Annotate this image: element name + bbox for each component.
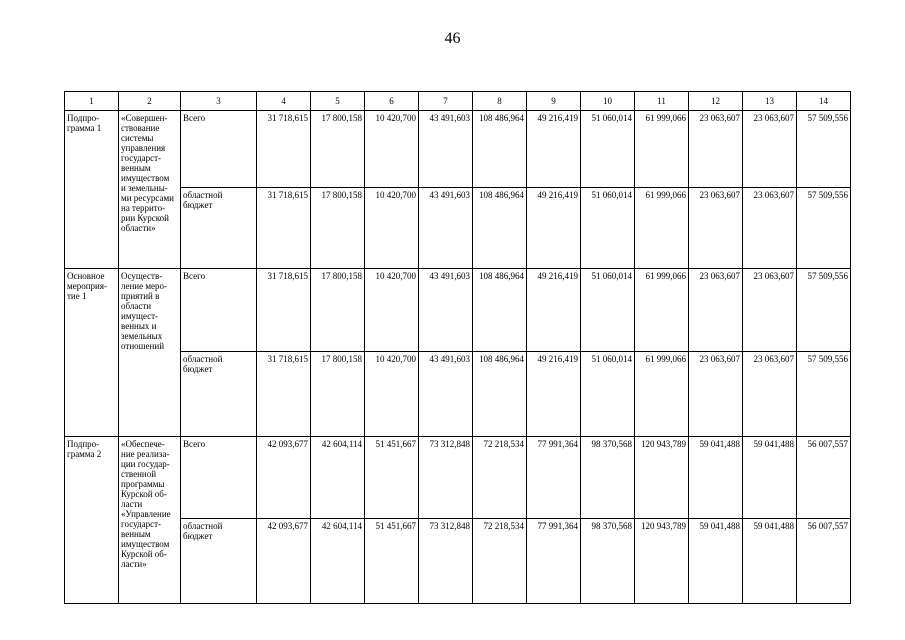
- amount-cell: 51 060,014: [581, 188, 635, 269]
- amount-cell: 31 718,615: [257, 111, 311, 188]
- funding-source: областной бюджет: [181, 352, 257, 437]
- amount-cell: 23 063,607: [743, 188, 797, 269]
- column-header: 5: [311, 92, 365, 111]
- amount-cell: 59 041,488: [743, 519, 797, 604]
- amount-cell: 57 509,556: [797, 111, 851, 188]
- program-name: Подпро- грамма 2: [65, 437, 119, 604]
- amount-cell: 57 509,556: [797, 188, 851, 269]
- table-row: [65, 352, 851, 437]
- column-header: 9: [527, 92, 581, 111]
- amount-cell: 98 370,568: [581, 437, 635, 519]
- amount-cell: 17 800,158: [311, 188, 365, 269]
- table-row: [65, 111, 851, 188]
- amount-cell: 61 999,066: [635, 269, 689, 352]
- amount-cell: 108 486,964: [473, 269, 527, 352]
- funding-source: Всего: [181, 269, 257, 352]
- column-header: 10: [581, 92, 635, 111]
- column-header: 7: [419, 92, 473, 111]
- column-header: 12: [689, 92, 743, 111]
- amount-cell: 42 093,677: [257, 519, 311, 604]
- column-header: 1: [65, 92, 119, 111]
- table-body: [65, 92, 851, 604]
- amount-cell: 51 451,667: [365, 437, 419, 519]
- amount-cell: 49 216,419: [527, 188, 581, 269]
- amount-cell: 49 216,419: [527, 269, 581, 352]
- amount-cell: 120 943,789: [635, 437, 689, 519]
- page-number: 46: [444, 30, 461, 47]
- amount-cell: 108 486,964: [473, 352, 527, 437]
- column-header: 4: [257, 92, 311, 111]
- amount-cell: 49 216,419: [527, 111, 581, 188]
- amount-cell: 23 063,607: [689, 111, 743, 188]
- amount-cell: 120 943,789: [635, 519, 689, 604]
- column-header: 11: [635, 92, 689, 111]
- amount-cell: 49 216,419: [527, 352, 581, 437]
- amount-cell: 61 999,066: [635, 352, 689, 437]
- amount-cell: 23 063,607: [743, 111, 797, 188]
- amount-cell: 57 509,556: [797, 352, 851, 437]
- amount-cell: 56 007,557: [797, 519, 851, 604]
- amount-cell: 10 420,700: [365, 188, 419, 269]
- program-description: «Совершен- ствование системы управления государст- венным имуществом и земельны- ми ресурсами на террито- рии Курской области»: [119, 111, 181, 269]
- budget-table: [64, 91, 851, 604]
- funding-source: Всего: [181, 111, 257, 188]
- amount-cell: 31 718,615: [257, 352, 311, 437]
- amount-cell: 108 486,964: [473, 111, 527, 188]
- amount-cell: 59 041,488: [689, 437, 743, 519]
- column-header: 2: [119, 92, 181, 111]
- amount-cell: 17 800,158: [311, 111, 365, 188]
- amount-cell: 72 218,534: [473, 437, 527, 519]
- amount-cell: 61 999,066: [635, 111, 689, 188]
- amount-cell: 51 451,667: [365, 519, 419, 604]
- amount-cell: 23 063,607: [743, 352, 797, 437]
- amount-cell: 61 999,066: [635, 188, 689, 269]
- amount-cell: 43 491,603: [419, 188, 473, 269]
- amount-cell: 77 991,364: [527, 519, 581, 604]
- amount-cell: 23 063,607: [689, 352, 743, 437]
- amount-cell: 31 718,615: [257, 269, 311, 352]
- funding-source: областной бюджет: [181, 519, 257, 604]
- amount-cell: 43 491,603: [419, 269, 473, 352]
- funding-source: Всего: [181, 437, 257, 519]
- amount-cell: 72 218,534: [473, 519, 527, 604]
- amount-cell: 59 041,488: [743, 437, 797, 519]
- table-row: [65, 437, 851, 519]
- amount-cell: 73 312,848: [419, 437, 473, 519]
- funding-source: областной бюджет: [181, 188, 257, 269]
- amount-cell: 43 491,603: [419, 111, 473, 188]
- amount-cell: 73 312,848: [419, 519, 473, 604]
- amount-cell: 57 509,556: [797, 269, 851, 352]
- amount-cell: 42 604,114: [311, 519, 365, 604]
- amount-cell: 42 093,677: [257, 437, 311, 519]
- amount-cell: 17 800,158: [311, 352, 365, 437]
- amount-cell: 23 063,607: [689, 188, 743, 269]
- amount-cell: 17 800,158: [311, 269, 365, 352]
- amount-cell: 42 604,114: [311, 437, 365, 519]
- amount-cell: 51 060,014: [581, 269, 635, 352]
- column-header: 6: [365, 92, 419, 111]
- table-row: [65, 519, 851, 604]
- amount-cell: 51 060,014: [581, 352, 635, 437]
- amount-cell: 56 007,557: [797, 437, 851, 519]
- amount-cell: 59 041,488: [689, 519, 743, 604]
- amount-cell: 77 991,364: [527, 437, 581, 519]
- amount-cell: 23 063,607: [689, 269, 743, 352]
- column-header: 14: [797, 92, 851, 111]
- column-header: 3: [181, 92, 257, 111]
- program-description: «Обеспече- ние реализа- ции государ- ственной программы Курской об- ласти «Управление государст- венным имуществом Курской об- ласти»: [119, 437, 181, 604]
- amount-cell: 10 420,700: [365, 111, 419, 188]
- column-header: 8: [473, 92, 527, 111]
- header-row: [65, 92, 851, 111]
- amount-cell: 98 370,568: [581, 519, 635, 604]
- program-description: Осуществ- ление меро- приятий в области имущест- венных и земельных отношений: [119, 269, 181, 437]
- amount-cell: 10 420,700: [365, 352, 419, 437]
- column-header: 13: [743, 92, 797, 111]
- program-name: Основное мероприя- тие 1: [65, 269, 119, 437]
- table-row: [65, 188, 851, 269]
- amount-cell: 23 063,607: [743, 269, 797, 352]
- program-name: Подпро- грамма 1: [65, 111, 119, 269]
- amount-cell: 31 718,615: [257, 188, 311, 269]
- amount-cell: 51 060,014: [581, 111, 635, 188]
- amount-cell: 108 486,964: [473, 188, 527, 269]
- table-row: [65, 269, 851, 352]
- amount-cell: 43 491,603: [419, 352, 473, 437]
- amount-cell: 10 420,700: [365, 269, 419, 352]
